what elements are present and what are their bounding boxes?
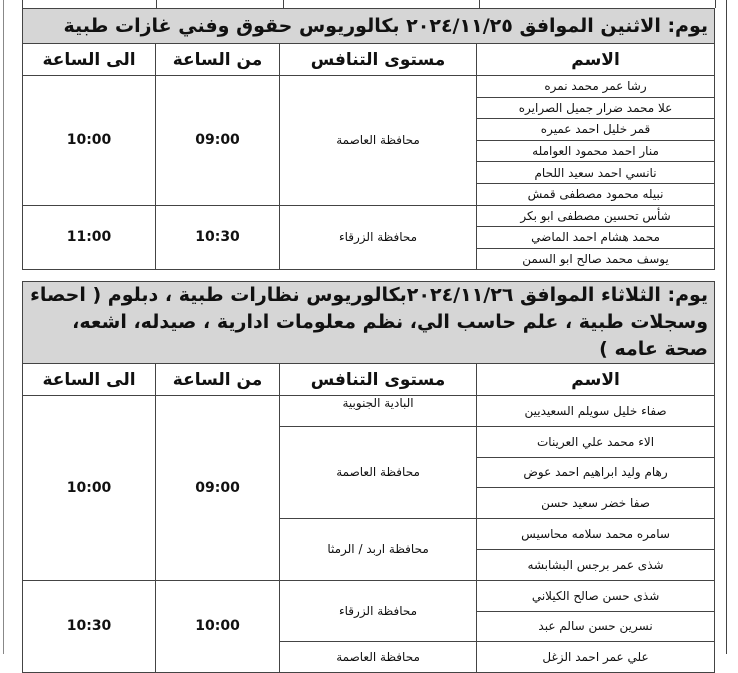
student-name: منار احمد محمود العوامله [477, 140, 715, 162]
student-name: يوسف محمد صالح ابو السمن [477, 248, 715, 270]
table-row [23, 396, 715, 427]
competition-level: محافظة العاصمة [280, 426, 477, 518]
schedule-table-day2 [22, 281, 715, 673]
header-from: من الساعة [156, 364, 280, 396]
from-time: 10:00 [156, 580, 280, 672]
header-to: الى الساعة [23, 364, 156, 396]
competition-level: محافظة اربد / الرمثا [280, 519, 477, 581]
competition-level: محافظة الزرقاء [280, 205, 477, 270]
from-time: 09:00 [156, 396, 280, 581]
previous-table-fragment [22, 0, 716, 8]
header-name: الاسم [477, 364, 715, 396]
page-border [726, 0, 727, 654]
student-name: نبيله محمود مصطفى قمش [477, 183, 715, 205]
header-from: من الساعة [156, 44, 280, 76]
page-edge [3, 0, 4, 654]
from-time: 10:30 [156, 205, 280, 270]
competition-level: البادية الجنوبية [280, 396, 477, 427]
student-name: نانسي احمد سعيد اللحام [477, 162, 715, 184]
day-title: يوم: الاثنين الموافق ٢٠٢٤/١١/٢٥ بكالوريوس حقوق وفني غازات طبية [23, 9, 715, 44]
student-name: صفا خضر سعيد حسن [477, 488, 715, 519]
competition-level: محافظة العاصمة [280, 76, 477, 206]
table-row [23, 205, 715, 227]
table-row [23, 580, 715, 611]
schedule-table-day1 [22, 8, 715, 270]
from-time: 09:00 [156, 76, 280, 206]
student-name: نسرين حسن سالم عبد [477, 611, 715, 642]
student-name: سامره محمد سلامه محاسيس [477, 519, 715, 550]
student-name: علا محمد ضرار جميل الصرايره [477, 97, 715, 119]
student-name: رهام وليد ابراهيم احمد عوض [477, 457, 715, 488]
student-name: علي عمر احمد الزغل [477, 642, 715, 673]
to-time: 10:00 [23, 76, 156, 206]
to-time: 10:00 [23, 396, 156, 581]
student-name: شذى عمر برجس البشابشه [477, 549, 715, 580]
header-level: مستوى التنافس [280, 364, 477, 396]
header-to: الى الساعة [23, 44, 156, 76]
student-name: شأس تحسين مصطفى ابو بكر [477, 205, 715, 227]
header-name: الاسم [477, 44, 715, 76]
to-time: 11:00 [23, 205, 156, 270]
competition-level: محافظة العاصمة [280, 642, 477, 673]
competition-level: محافظة الزرقاء [280, 580, 477, 642]
student-name: الاء محمد علي العرينات [477, 426, 715, 457]
student-name: شذى حسن صالح الكيلاني [477, 580, 715, 611]
student-name: صفاء خليل سويلم السعيديين [477, 396, 715, 427]
day-title: يوم: الثلاثاء الموافق ٢٠٢٤/١١/٢٦بكالوريوس نظارات طبية ، دبلوم ( احصاء وسجلات طبية ، علم حاسب الي، نظم معلومات ادارية ، صيدله، اشعه، صحة عامه ) [23, 282, 715, 364]
table-row [23, 76, 715, 98]
header-level: مستوى التنافس [280, 44, 477, 76]
student-name: قمر خليل احمد عميره [477, 119, 715, 141]
to-time: 10:30 [23, 580, 156, 672]
student-name: رشا عمر محمد نمره [477, 76, 715, 98]
student-name: محمد هشام احمد الماضي [477, 227, 715, 249]
